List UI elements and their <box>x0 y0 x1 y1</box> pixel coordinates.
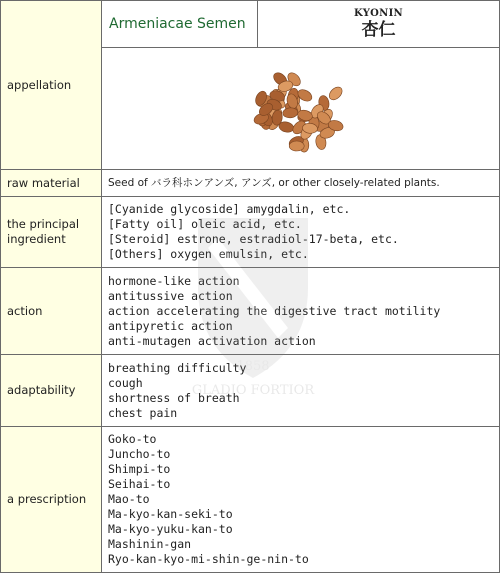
prescription-line: Ryo-kan-kyo-mi-shin-ge-nin-to <box>108 552 309 566</box>
ingredient-row <box>1 197 500 268</box>
prescription-row <box>1 427 500 573</box>
prescription-line: Ma-kyo-kan-seki-to <box>108 507 233 521</box>
action-line: antitussive action <box>108 288 233 303</box>
action-line: action accelerating the digestive tract motility <box>108 303 441 318</box>
ingredient-line: [Cyanide glycoside] amygdalin, etc. <box>108 202 351 216</box>
seal-motto: GLADIO FORTIOR <box>191 383 315 398</box>
japanese-kanji: 杏仁 <box>361 20 396 40</box>
ingredient-line: [Steroid] estrone, estradiol-17-beta, etc. <box>108 232 399 246</box>
prescription-line: Goko-to <box>108 432 157 446</box>
prescription-line: Ma-kyo-yuku-kan-to <box>108 522 233 536</box>
kernel <box>326 84 344 102</box>
prescription-line: Mao-to <box>108 492 150 506</box>
action-label: action <box>1 268 102 355</box>
prescription-label: a prescription <box>1 427 102 573</box>
appellation-label: appellation <box>1 1 102 170</box>
ingredient-line: [Others] oxygen emulsin, etc. <box>108 247 309 261</box>
raw-material-label: raw material <box>1 170 102 197</box>
ingredient-label: the principal ingredient <box>1 197 102 268</box>
adaptability-line: shortness of breath <box>108 390 240 405</box>
action-line: antipyretic action <box>108 318 233 333</box>
ingredient-list <box>102 197 500 268</box>
kernel <box>282 107 298 118</box>
ingredient-line: [Fatty oil] oleic acid, etc. <box>108 217 302 231</box>
action-row <box>1 268 500 355</box>
apricot-kernels-image <box>246 59 356 159</box>
prescription-line: Seihai-to <box>108 477 171 491</box>
action-list <box>102 268 500 355</box>
prescription-line: Juncho-to <box>108 447 171 461</box>
adaptability-line: cough <box>108 375 143 390</box>
header-row <box>1 1 500 48</box>
adaptability-label: adaptability <box>1 355 102 427</box>
japanese-name-cell <box>258 1 500 48</box>
seal-year: 1858 <box>236 359 270 374</box>
adaptability-line: chest pain <box>108 405 178 420</box>
adaptability-row <box>1 355 500 427</box>
action-line: anti-mutagen activation action <box>108 333 316 348</box>
japanese-romaji: KYONIN <box>353 8 404 19</box>
prescription-line: Mashinin-gan <box>108 537 192 551</box>
adaptability-list <box>102 355 500 427</box>
action-line: hormone-like action <box>108 273 240 288</box>
latin-name: Armeniacae Semen <box>102 1 258 48</box>
adaptability-line: breathing difficulty <box>108 360 247 375</box>
raw-material-row <box>1 170 500 197</box>
raw-material-value: Seed of バラ科ホンアンズ, アンズ, or other closely-related plants. <box>102 170 500 197</box>
prescription-line: Shimpi-to <box>108 462 171 476</box>
kernel <box>289 140 304 150</box>
prescription-list <box>102 427 500 573</box>
seed-image-cell <box>102 48 500 170</box>
